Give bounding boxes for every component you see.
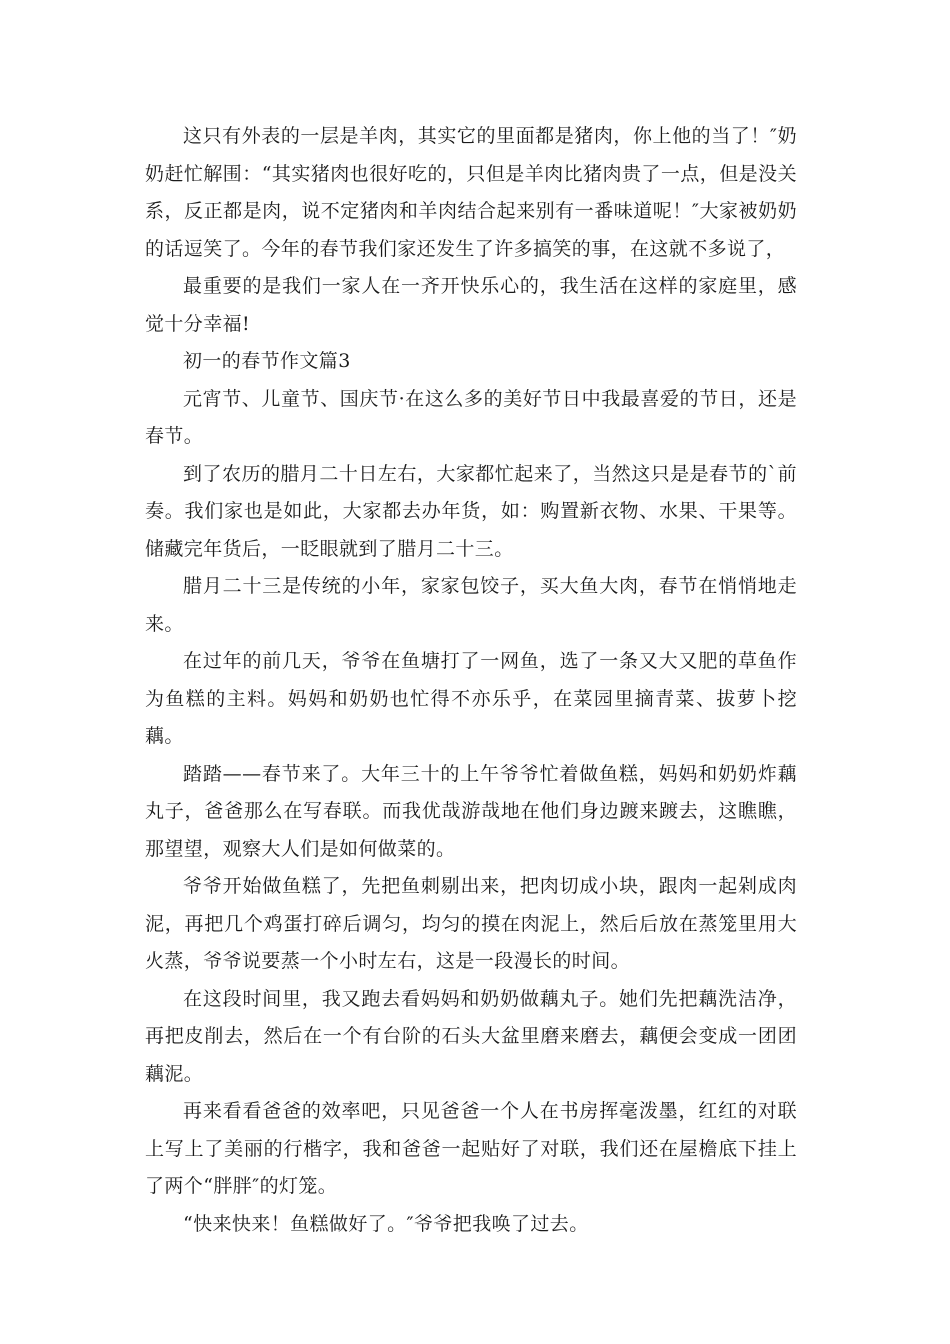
paragraph: 这只有外表的一层是羊肉，其实它的里面都是猪肉，你上他的当了！″奶奶赶忙解围：“其实猪肉也很好吃的，只但是羊肉比猪肉贵了一点，但是没关系，反正都是肉，说不定猪肉和羊肉结合起来别有一番味道呢！″大家被奶奶的话逗笑了。今年的春节我们家还发生了许多搞笑的事，在这就不多说了， — [145, 125, 797, 260]
paragraph: 在过年的前几天，爷爷在鱼塘打了一网鱼，选了一条又大又肥的草鱼作为鱼糕的主料。妈妈和奶奶也忙得不亦乐乎，在菜园里摘青菜、拔萝卜挖藕。 — [145, 650, 797, 747]
paragraph: 最重要的是我们一家人在一齐开快乐心的，我生活在这样的家庭里，感觉十分幸福! — [145, 275, 797, 335]
paragraph: “快来快来！鱼糕做好了。″爷爷把我唤了过去。 — [183, 1212, 589, 1235]
paragraph: 爷爷开始做鱼糕了，先把鱼刺剔出来，把肉切成小块，跟肉一起剁成肉泥，再把几个鸡蛋打碎后调匀，均匀的摸在肉泥上，然后后放在蒸笼里用大火蒸，爷爷说要蒸一个小时左右，这是一段漫长的时间。 — [145, 875, 797, 972]
paragraph: 在这段时间里，我又跑去看妈妈和奶奶做藕丸子。她们先把藕洗洁净，再把皮削去，然后在一个有台阶的石头大盆里磨来磨去，藕便会变成一团团藕泥。 — [145, 987, 797, 1085]
paragraph: 到了农历的腊月二十日左右，大家都忙起来了，当然这只是是春节的`前奏。我们家也是如此，大家都去办年货，如：购置新衣物、水果、干果等。储藏完年货后，一眨眼就到了腊月二十三。 — [145, 462, 797, 560]
paragraph: 踏踏——春节来了。大年三十的上午爷爷忙着做鱼糕，妈妈和奶奶炸藕丸子，爸爸那么在写春联。而我优哉游哉地在他们身边踱来踱去，这瞧瞧，那望望，观察大人们是如何做菜的。 — [145, 762, 797, 860]
section-heading: 初一的春节作文篇3 — [183, 350, 351, 372]
document-body — [145, 118, 797, 1243]
paragraph: 元宵节、儿童节、国庆节·在这么多的美好节日中我最喜爱的节日，还是春节。 — [145, 387, 797, 447]
paragraph: 腊月二十三是传统的小年，家家包饺子，买大鱼大肉，春节在悄悄地走来。 — [145, 575, 797, 635]
paragraph: 再来看看爸爸的效率吧，只见爸爸一个人在书房挥毫泼墨，红红的对联上写上了美丽的行楷字，我和爸爸一起贴好了对联，我们还在屋檐底下挂上了两个“胖胖″的灯笼。 — [145, 1100, 797, 1197]
